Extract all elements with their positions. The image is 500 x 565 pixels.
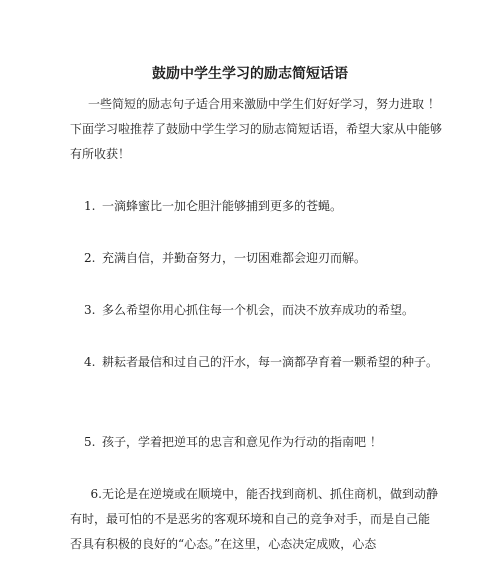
intro-paragraph [70, 92, 450, 167]
list-item-text: 多么希望你用心抓住每一个机会，而决不放弃成功的希望。 [102, 303, 415, 317]
list-item [84, 246, 440, 271]
list-item [84, 350, 440, 375]
list-item-number: 4. [84, 355, 96, 369]
intro-text: 一些简短的励志句子适合用来激励中学生们好好学习，努力进取 ！下面学习啦推荐了鼓励中学生学习的励志简短话语，希望大家从中能够有所收获！ [70, 97, 443, 161]
list-item-number: 3. [84, 303, 96, 317]
list-item-text: 无论是在逆境或在顺境中，能否找到商机、抓住商机，做到动静有时，最可怕的不是恶劣的客观环境和自己的竞争对手，而是自己能否具有积极的良好的“心态。”在这里，心态决定成败，心态 [70, 487, 439, 551]
list-item-text: 耕耘者最信和过自己的汗水，每一滴都孕育着一颗希望的种子。 [102, 355, 439, 369]
list-item [70, 482, 440, 557]
list-item-number: 5. [84, 435, 96, 449]
document-title: 鼓励中学生学习的励志简短话语 [152, 66, 348, 82]
list-item [84, 194, 440, 219]
list-item-text: 孩子，学着把逆耳的忠言和意见作为行动的指南吧 ！ [102, 435, 382, 449]
list-item-text: 一滴蜂蜜比一加仑胆汁能够捕到更多的苍蝇。 [102, 199, 343, 213]
list-item [84, 298, 440, 323]
list-item-number: 1. [84, 199, 96, 213]
list-item [84, 430, 440, 455]
list-item-text: 充满自信，并勤奋努力，一切困难都会迎刃而解。 [102, 251, 367, 265]
list-item-number: 6. [90, 487, 102, 501]
list-item-number: 2. [84, 251, 96, 265]
